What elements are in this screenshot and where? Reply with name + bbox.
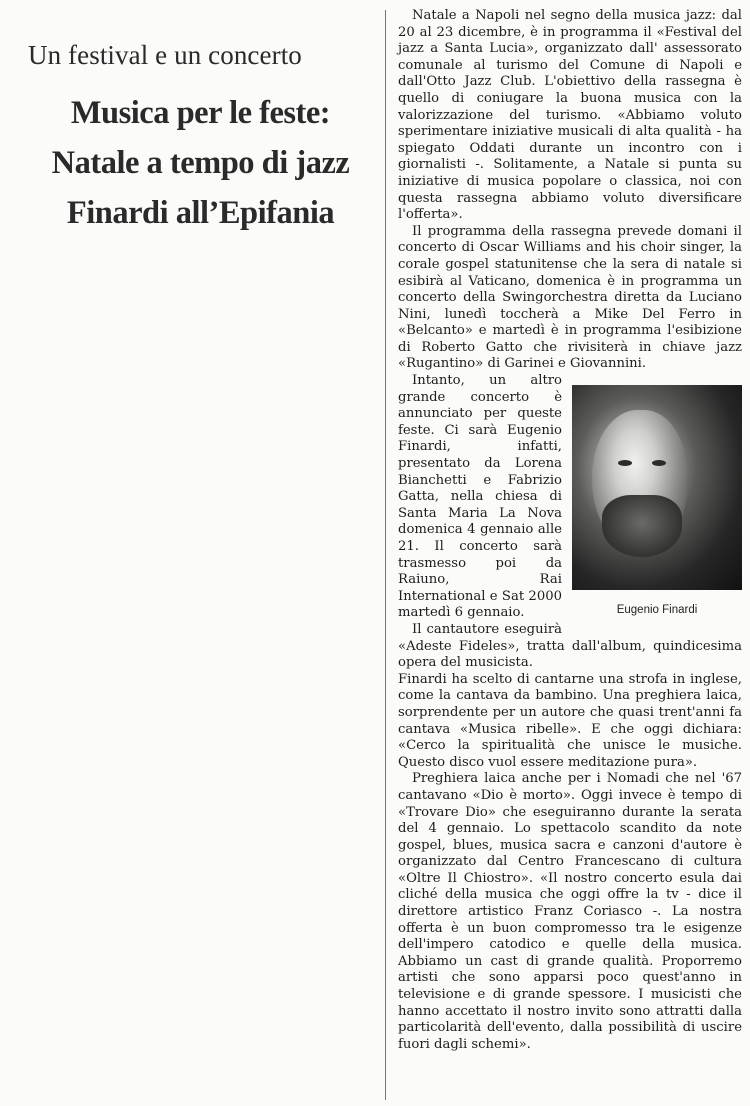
photo-caption: Eugenio Finardi [616,604,698,617]
headline [28,88,373,238]
article-paragraph-6: Preghiera laica anche per i Nomadi che nel '67 cantavano «Dio è morto». Oggi invece è tempo di «Trovare Dio» che eseguiranno durante la serata del 4 gennaio. Lo spettacolo scandito da note gospel, blues, musica sacra e canzoni d'autore è organizzato dal Centro Francescano di cultura «Oltre Il Chiostro». «Il nostro concerto esula dai cliché della musica che oggi offre la tv - dice il direttore artistico Franz Coriasco -. La nostra offerta è un buon compromesso tra le esigenze dell'impero catodico e quelle della musica. Abbiamo un cast di grande qualità. Proporremo artisti che sono apparsi poco quest'anno in televisione e di grande spessore. I musicisti che hanno accettato il nostro invito sono attratti dalla particolarità dell'evento, dalla possibilità di uscire fuori dagli schemi». [398,771,742,1052]
headline-line-1: Musica per le feste: [70,95,331,131]
photo-block [572,385,742,627]
kicker: Un festival e un concerto [28,40,302,70]
article-paragraph-4: Il cantautore eseguirà «Adeste Fideles», tratta dall'album, quindicesima opera del musicista. [398,621,742,671]
column-rule [385,10,386,1100]
article-paragraph-5: Finardi ha scelto di cantarne una strofa in inglese, come la cantava da bambino. Una preghiera laica, sorprendente per un autore che quasi trent'anni fa cantava «Musica ribelle». E che oggi dichiara: «Cerco la spiritualità che unisce le musiche. Questo disco vuol essere meditazione pura». [398,671,742,770]
headline-line-2: Natale a tempo di jazz [51,145,350,181]
article-body [398,8,742,1053]
article-paragraph-1: Natale a Napoli nel segno della musica jazz: dal 20 al 23 dicembre, è in programma il «Festival del jazz a Santa Lucia», organizzato dall' assessorato comunale al turismo del Comune di Napoli e dall'Otto Jazz Club. L'obiettivo della rassegna è quello di coniugare la buona musica con la valorizzazione del turismo. «Abbiamo voluto sperimentare iniziative musicali di alta qualità - ha spiegato Oddati durante un incontro con i giornalisti -. Solitamente, a Natale si punta su iniziative di musica popolare o classica, noi con questa rassegna abbiamo voluto diversificare l'offerta». [398,8,742,223]
article-paragraph-3: Intanto, un altro grande concerto è annunciato per queste feste. Ci sarà Eugenio Finardi, infatti, presentato da Lorena Bianchetti e Fabrizio Gatta, nella chiesa di Santa Maria La Nova domenica 4 gennaio alle 21. Il concerto sarà trasmesso poi da Raiuno, Rai International e Sat 2000 martedì 6 gennaio. [398,373,562,621]
article-paragraph-2: Il programma della rassegna prevede domani il concerto di Oscar Williams and his choir singer, la corale gospel statunitense che la sera di natale si esibirà al Vaticano, domenica è in programma un concerto della Swingorchestra diretta da Luciano Nini, lunedì toccherà a Mike Del Ferro in «Belcanto» e martedì è in programma l'esibizione di Roberto Gatto che rivisiterà in chiave jazz «Rugantino» di Garinei e Giovannini. [398,223,742,372]
portrait-photo [572,385,742,590]
headline-line-3: Finardi all’Epifania [66,195,335,231]
